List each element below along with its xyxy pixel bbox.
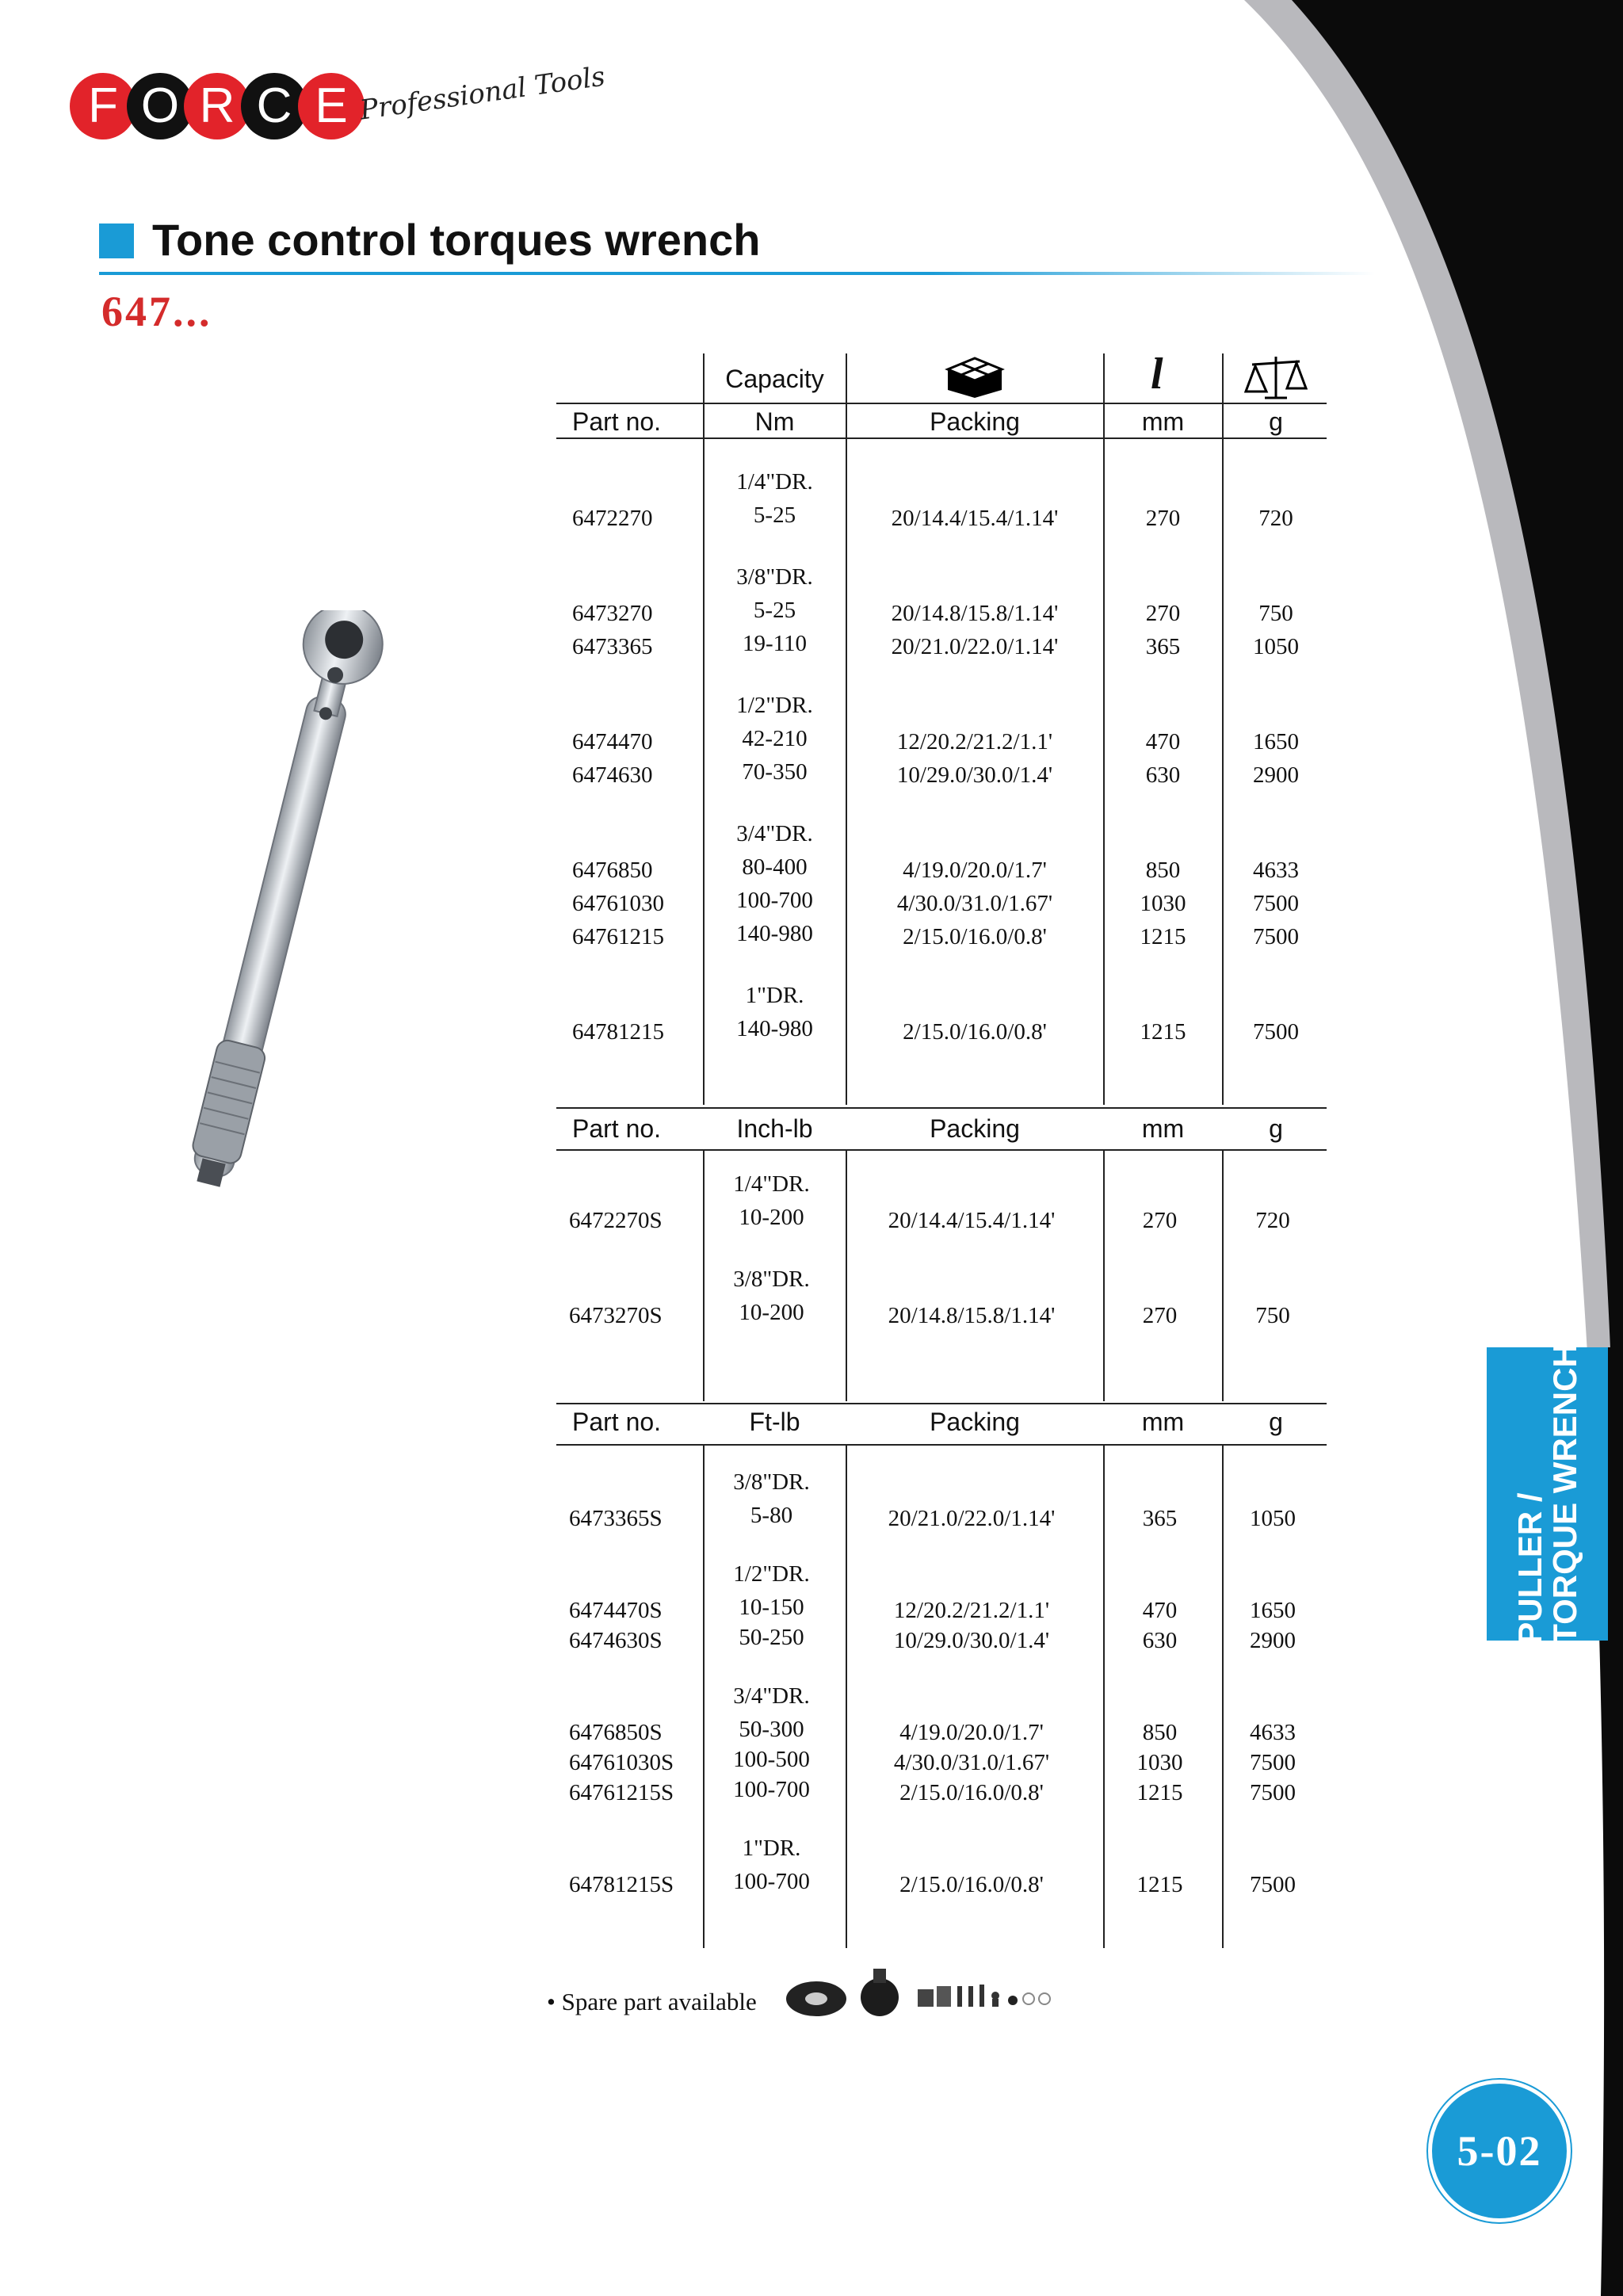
capacity-range: 100-700 — [733, 1777, 810, 1802]
length-mm: 365 — [1145, 634, 1181, 659]
weight-g: 750 — [1255, 1303, 1290, 1328]
mm-header: mm — [1141, 1408, 1185, 1436]
length-mm: 470 — [1145, 729, 1181, 755]
drive-size: 3/8"DR. — [733, 1469, 810, 1495]
product-code: 647... — [101, 288, 212, 335]
part-number: 64781215 — [572, 1019, 664, 1045]
weight-g: 720 — [1255, 1208, 1290, 1233]
length-mm: 630 — [1142, 1628, 1178, 1653]
capacity-range: 10-150 — [739, 1595, 804, 1620]
weight-g: 2900 — [1250, 1628, 1296, 1653]
capacity-range: 10-200 — [739, 1300, 804, 1325]
packing-spec: 10/29.0/30.0/1.4' — [893, 1628, 1050, 1653]
logo-letter: E — [298, 73, 365, 139]
g-header: g — [1269, 407, 1283, 436]
brand-logo — [70, 60, 607, 146]
weight-g: 7500 — [1253, 1019, 1299, 1045]
part-number: 64761215S — [569, 1780, 674, 1805]
torque-wrench-image — [158, 610, 412, 1244]
part-number: 6476850S — [569, 1720, 663, 1745]
mm-header: mm — [1141, 407, 1185, 436]
column-divider — [1222, 1149, 1224, 1401]
logo-tagline: Professional Tools — [357, 60, 607, 127]
part-number: 6474630 — [572, 762, 653, 788]
drive-size: 1"DR. — [745, 983, 804, 1008]
part-number: 6476850 — [572, 858, 653, 883]
drive-size: 3/4"DR. — [733, 1683, 810, 1709]
capacity-range: 50-300 — [739, 1717, 804, 1742]
section-tab-line: TORQUE WRENCH — [1545, 1343, 1583, 1645]
length-mm: 270 — [1142, 1208, 1178, 1233]
packing-spec: 20/14.4/15.4/1.14' — [888, 1208, 1056, 1233]
part-number: 6473365 — [572, 634, 653, 659]
g-header: g — [1269, 1408, 1283, 1436]
part-no-header: Part no. — [572, 1114, 662, 1143]
capacity-range: 10-200 — [739, 1205, 804, 1230]
length-mm: 1215 — [1136, 1872, 1183, 1897]
length-mm: 1215 — [1136, 1780, 1183, 1805]
packing-spec: 20/14.4/15.4/1.14' — [891, 506, 1059, 531]
part-number: 64781215S — [569, 1872, 674, 1897]
weight-g: 4633 — [1253, 858, 1299, 883]
logo-letter: F — [70, 73, 136, 139]
packing-spec: 20/14.8/15.8/1.14' — [888, 1303, 1056, 1328]
drive-size: 1/2"DR. — [733, 1561, 810, 1587]
scale-icon — [1244, 353, 1308, 401]
box-icon — [945, 355, 1005, 399]
drive-size: 1/4"DR. — [733, 1171, 810, 1197]
packing-spec: 2/15.0/16.0/0.8' — [899, 1780, 1044, 1805]
length-mm: 1030 — [1136, 1750, 1183, 1775]
spare-part-note — [547, 1988, 757, 2016]
length-mm: 270 — [1145, 601, 1181, 626]
packing-spec: 2/15.0/16.0/0.8' — [899, 1872, 1044, 1897]
table-rule — [556, 403, 1327, 404]
page-corner-decoration — [1173, 0, 1623, 2296]
part-number: 64761030S — [569, 1750, 674, 1775]
capacity-header: Capacity — [725, 365, 824, 393]
weight-g: 1650 — [1253, 729, 1299, 755]
drive-size: 3/4"DR. — [736, 821, 813, 846]
weight-g: 7500 — [1250, 1750, 1296, 1775]
length-mm: 850 — [1145, 858, 1181, 883]
section-tab-label — [1510, 1343, 1583, 1645]
column-divider — [703, 353, 705, 1105]
capacity-range: 5-25 — [753, 598, 796, 623]
logo-letter: C — [241, 73, 307, 139]
packing-spec: 4/19.0/20.0/1.7' — [899, 1720, 1044, 1745]
packing-spec: 12/20.2/21.2/1.1' — [893, 1598, 1050, 1623]
part-no-header: Part no. — [572, 407, 662, 436]
column-divider — [1103, 1149, 1105, 1401]
logo-letter: R — [184, 73, 250, 139]
packing-spec: 20/21.0/22.0/1.14' — [888, 1506, 1056, 1531]
drive-size: 3/8"DR. — [736, 564, 813, 590]
length-mm: 270 — [1142, 1303, 1178, 1328]
table-rule — [556, 437, 1327, 439]
packing-spec: 10/29.0/30.0/1.4' — [896, 762, 1053, 788]
title-bullet-square — [99, 223, 134, 258]
drive-size: 1/4"DR. — [736, 469, 813, 495]
table-rule — [556, 1149, 1327, 1151]
packing-spec: 20/14.8/15.8/1.14' — [891, 601, 1059, 626]
weight-g: 1650 — [1250, 1598, 1296, 1623]
bullet: • — [547, 1988, 562, 2015]
weight-g: 4633 — [1250, 1720, 1296, 1745]
spare-parts-image — [785, 1962, 1086, 2026]
table-rule — [556, 1403, 1327, 1404]
weight-g: 750 — [1258, 601, 1293, 626]
length-mm: 850 — [1142, 1720, 1178, 1745]
capacity-range: 140-980 — [736, 1016, 813, 1041]
weight-g: 2900 — [1253, 762, 1299, 788]
packing-spec: 4/30.0/31.0/1.67' — [893, 1750, 1050, 1775]
capacity-range: 140-980 — [736, 921, 813, 946]
capacity-range: 42-210 — [742, 726, 808, 751]
length-l-icon: l — [1151, 350, 1163, 399]
length-mm: 270 — [1145, 506, 1181, 531]
weight-g: 720 — [1258, 506, 1293, 531]
column-divider — [1222, 353, 1224, 1105]
weight-g: 7500 — [1250, 1780, 1296, 1805]
table-rule — [556, 1444, 1327, 1446]
title-underline — [99, 272, 1375, 275]
part-number: 6473270S — [569, 1303, 663, 1328]
spare-part-label: Spare part available — [561, 1988, 757, 2015]
length-mm: 1215 — [1140, 1019, 1186, 1045]
capacity-range: 50-250 — [739, 1625, 804, 1650]
g-header: g — [1269, 1114, 1283, 1143]
page-number-badge — [1428, 2080, 1571, 2222]
length-mm: 1030 — [1140, 891, 1186, 916]
weight-g: 7500 — [1253, 924, 1299, 949]
weight-g: 7500 — [1250, 1872, 1296, 1897]
column-divider — [1103, 353, 1105, 1105]
part-number: 6473365S — [569, 1506, 663, 1531]
capacity-range: 100-700 — [733, 1869, 810, 1894]
capacity-range: 100-700 — [736, 888, 813, 913]
capacity-range: 5-25 — [753, 502, 796, 528]
packing-spec: 2/15.0/16.0/0.8' — [903, 924, 1047, 949]
capacity-range: 19-110 — [742, 631, 808, 656]
packing-spec: 4/19.0/20.0/1.7' — [903, 858, 1047, 883]
mm-header: mm — [1141, 1114, 1185, 1143]
capacity-range: 100-500 — [733, 1747, 810, 1772]
length-mm: 1215 — [1140, 924, 1186, 949]
weight-g: 1050 — [1250, 1506, 1296, 1531]
weight-g: 7500 — [1253, 891, 1299, 916]
section-tab-line: PULLER / — [1510, 1492, 1549, 1645]
drive-size: 1/2"DR. — [736, 693, 813, 718]
part-number: 6474470 — [572, 729, 653, 755]
unit-header: Nm — [754, 407, 795, 436]
part-number: 6474470S — [569, 1598, 663, 1623]
packing-spec: 4/30.0/31.0/1.67' — [896, 891, 1053, 916]
capacity-range: 80-400 — [742, 854, 808, 880]
column-divider — [846, 1149, 847, 1401]
length-mm: 365 — [1142, 1506, 1178, 1531]
logo-letter: O — [127, 73, 193, 139]
part-number: 6472270 — [572, 506, 653, 531]
part-number: 6472270S — [569, 1208, 663, 1233]
packing-spec: 12/20.2/21.2/1.1' — [896, 729, 1053, 755]
length-mm: 630 — [1145, 762, 1181, 788]
page-title: Tone control torques wrench — [152, 215, 761, 265]
weight-g: 1050 — [1253, 634, 1299, 659]
packing-header: Packing — [930, 1408, 1020, 1436]
part-number: 6474630S — [569, 1628, 663, 1653]
part-no-header: Part no. — [572, 1408, 662, 1436]
table-rule — [556, 1107, 1327, 1109]
part-number: 64761030 — [572, 891, 664, 916]
packing-spec: 20/21.0/22.0/1.14' — [891, 634, 1059, 659]
drive-size: 1"DR. — [742, 1836, 801, 1861]
packing-header: Packing — [930, 407, 1020, 436]
section-tab — [1487, 1343, 1608, 1645]
unit-header: Inch-lb — [736, 1114, 813, 1143]
unit-header: Ft-lb — [749, 1408, 800, 1436]
part-number: 6473270 — [572, 601, 653, 626]
packing-spec: 2/15.0/16.0/0.8' — [903, 1019, 1047, 1045]
capacity-range: 70-350 — [742, 759, 808, 785]
part-number: 64761215 — [572, 924, 664, 949]
page-number: 5-02 — [1457, 2127, 1542, 2175]
length-mm: 470 — [1142, 1598, 1178, 1623]
capacity-range: 5-80 — [750, 1503, 793, 1528]
column-divider — [846, 353, 847, 1105]
drive-size: 3/8"DR. — [733, 1266, 810, 1292]
packing-header: Packing — [930, 1114, 1020, 1143]
